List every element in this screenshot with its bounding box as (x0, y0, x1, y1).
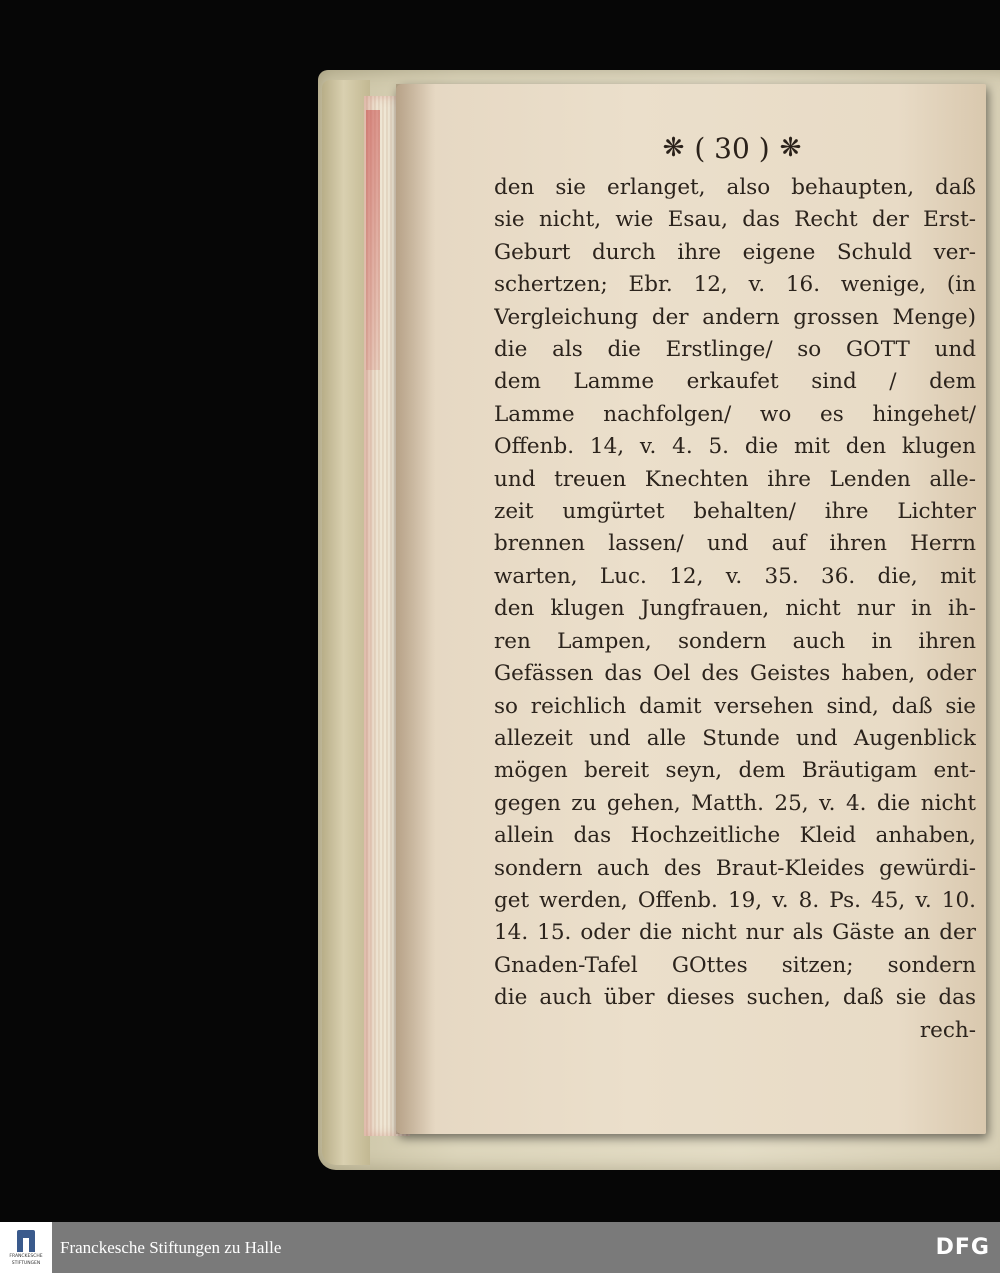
ornament-right-icon: ❋ (779, 133, 802, 163)
red-edge-stain (366, 110, 380, 370)
text-line: die auch über dieses suchen, daß sie das (494, 985, 976, 1011)
text-line: allein das Hochzeitliche Kleid anhaben, (494, 823, 976, 849)
text-line: Vergleichung der andern grossen Menge) (494, 304, 976, 330)
text-line: warten, Luc. 12, v. 35. 36. die, mit (494, 563, 976, 589)
text-line: gegen zu gehen, Matth. 25, v. 4. die nicht (494, 790, 976, 816)
logo-text-1: FRANCKESCHE (9, 1253, 43, 1259)
page-text (494, 172, 976, 1047)
text-line: sondern auch des Braut-Kleides gewürdi- (494, 855, 976, 881)
text-line: den klugen Jungfrauen, nicht nur in ih- (494, 596, 976, 622)
text-line: Offenb. 14, v. 4. 5. die mit den klugen (494, 434, 976, 460)
catchword: rech- (919, 1017, 976, 1043)
text-line: die als die Erstlinge/ so GOTT und (494, 337, 976, 363)
text-line: dem Lamme erkaufet sind / dem (494, 369, 976, 395)
text-line: 14. 15. oder die nicht nur als Gäste an der (494, 920, 976, 946)
text-line: brennen lassen/ und auf ihren Herrn (494, 531, 976, 557)
text-line: schertzen; Ebr. 12, v. 16. wenige, (in (494, 272, 976, 298)
text-line: zeit umgürtet behalten/ ihre Lichter (494, 499, 976, 525)
viewer-footer (0, 1222, 1000, 1273)
text-line: allezeit und alle Stunde und Augenblick (494, 725, 976, 751)
gutter-shadow (396, 84, 436, 1134)
page-number: ( 30 ) (694, 131, 770, 165)
ornament-left-icon: ❋ (662, 133, 685, 163)
text-line: mögen bereit seyn, dem Bräutigam ent- (494, 758, 976, 784)
building-icon (17, 1230, 35, 1252)
text-line: Gnaden-Tafel GOttes sitzen; sondern (494, 952, 976, 978)
text-line: Geburt durch ihre eigene Schuld ver- (494, 239, 976, 265)
text-line: ren Lampen, sondern auch in ihren (494, 628, 976, 654)
text-line: sie nicht, wie Esau, das Recht der Erst- (494, 207, 976, 233)
logo-text-2: STIFTUNGEN (11, 1260, 41, 1266)
page-header (612, 128, 852, 168)
text-line: und treuen Knechten ihre Lenden alle- (494, 466, 976, 492)
text-line: Lamme nachfolgen/ wo es hingehet/ (494, 401, 976, 427)
text-line: den sie erlanget, also behaupten, daß (494, 175, 976, 200)
text-line: get werden, Offenb. 19, v. 8. Ps. 45, v. 10. (494, 887, 976, 913)
vellum-spine (322, 80, 370, 1165)
text-line: so reichlich damit versehen sind, daß sie (494, 693, 976, 719)
dfg-logo[interactable]: DFG (935, 1235, 990, 1260)
text-line: Gefässen das Oel des Geistes haben, oder (494, 661, 976, 687)
franckesche-logo[interactable] (0, 1222, 52, 1273)
institution-link[interactable]: Franckesche Stiftungen zu Halle (60, 1237, 282, 1257)
